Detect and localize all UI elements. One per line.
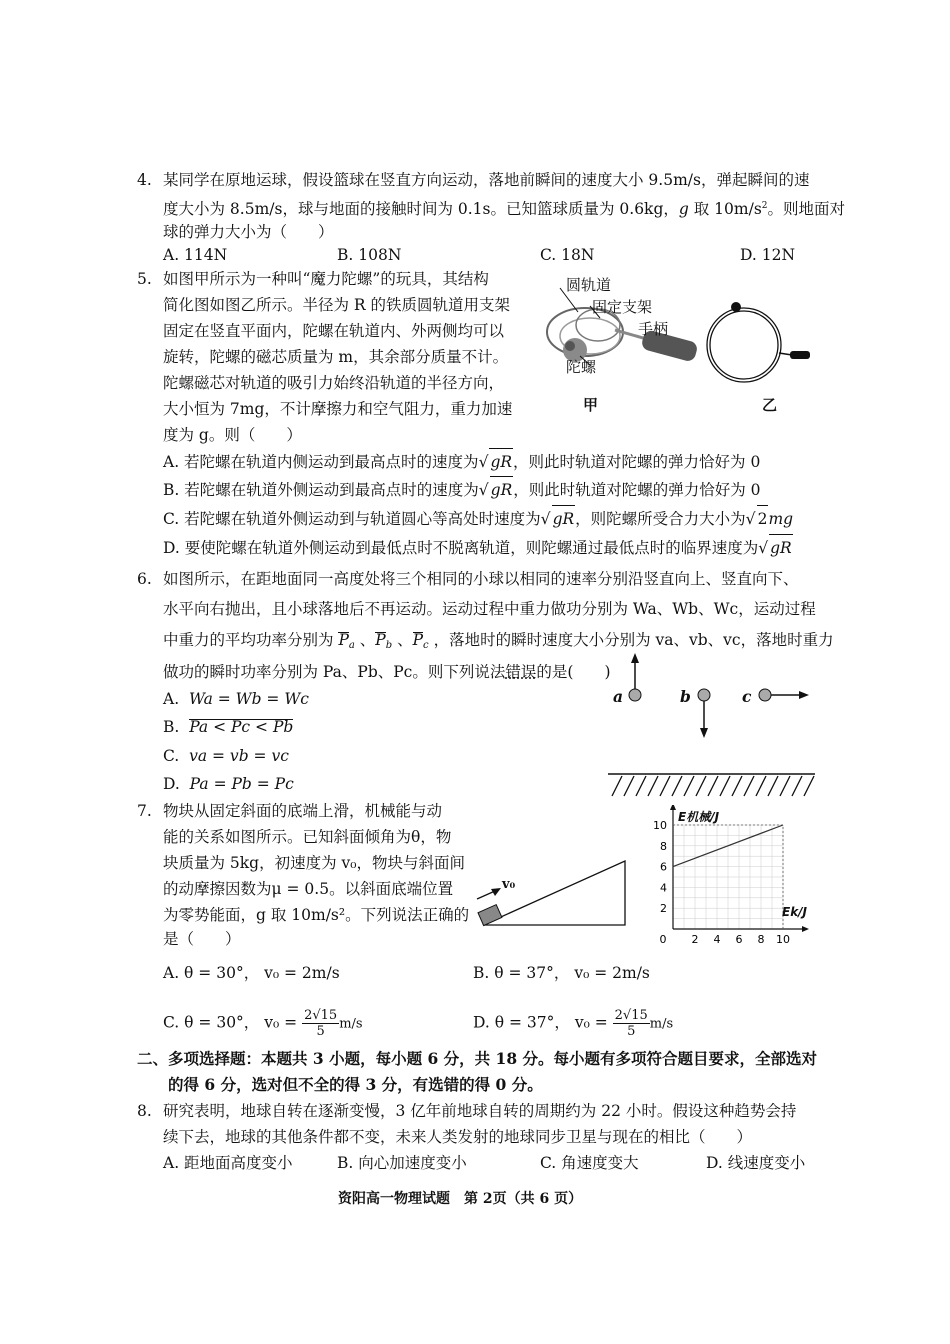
q5-label-top: 陀螺	[566, 358, 597, 376]
x-tick-label: 8	[757, 933, 765, 945]
q7-option-b: B. θ = 37°， v₀ = 2m/s	[473, 964, 650, 982]
q7-option-a: A. θ = 30°， v₀ = 2m/s	[163, 964, 340, 982]
q4-line-3: 球的弹力大小为（ ）	[163, 223, 334, 241]
q7-line-3: 块质量为 5kg，初速度为 v₀，物块与斜面间	[163, 854, 466, 872]
q4-line-2: 度大小为 8.5m/s，球与地面的接触时间为 0.1s。已知篮球质量为 0.6kg，g 取 $10m/s^2$。则地面对	[163, 200, 846, 218]
q7-chart	[645, 805, 820, 945]
q7-line-5: 为零势能面，g 取 10m/s²。下列说法正确的	[163, 906, 470, 924]
q5-line-2: 简化图如图乙所示。半径为 R 的铁质圆轨道用支架	[163, 296, 511, 314]
q8-line-1: 研究表明，地球自转在逐渐变慢，3 亿年前地球自转的周期约为 22 小时。假设这种趋势会持	[163, 1102, 797, 1120]
q6-line-1: 如图所示，在距地面同一高度处将三个相同的小球以相同的速率分别沿竖直向上、竖直向下、	[163, 570, 799, 588]
q5-line-7: 度为 g。则（ ）	[163, 426, 302, 444]
q7-line-1: 物块从固定斜面的底端上滑，机械能与动	[163, 802, 443, 820]
y-tick-label: 4	[660, 881, 667, 895]
q5-number: 5.	[137, 270, 152, 288]
q6-option-d: D. Pa = Pb = Pc	[163, 775, 294, 793]
q5-figure-yi	[700, 295, 820, 395]
q6-option-c: C. va = vb = vc	[163, 747, 289, 765]
q7-line-4: 的动摩擦因数为μ = 0.5。以斜面底端位置	[163, 880, 454, 898]
y-tick-label: 8	[660, 839, 667, 853]
q5-line-4: 旋转，陀螺的磁芯质量为 m，其余部分质量不计。	[163, 348, 509, 366]
q8-option-c: C. 角速度变大	[540, 1154, 639, 1172]
q6-figure	[600, 650, 825, 800]
section2-heading-line-1: 二、多项选择题：本题共 3 小题，每小题 6 分，共 18 分。每小题有多项符合题目要求，全部选对	[137, 1049, 818, 1068]
q7-v0-label: v₀	[502, 877, 516, 892]
q5-option-a: A. 若陀螺在轨道内侧运动到最高点时的速度为√ gR，则此时轨道对陀螺的弹力恰好为 0	[163, 448, 760, 475]
q8-option-b: B. 向心加速度变小	[337, 1154, 467, 1172]
y-tick-label: 10	[653, 819, 667, 832]
q6-fig-label-b: b	[680, 687, 691, 706]
q5-figure-jia	[530, 270, 705, 410]
q4-number: 4.	[137, 171, 152, 189]
q5-option-c: C. 若陀螺在轨道外侧运动到与轨道圆心等高处时速度为√ gR，则陀螺所受合力大小为√ 2mg	[163, 505, 793, 532]
q7-option-d: D. θ = 37°， v₀ = $\frac{2√15}{5}$ m/s	[473, 1008, 674, 1039]
x-tick-label: 4	[713, 933, 721, 945]
q5-label-circle-track: 圆轨道	[566, 276, 612, 294]
q5-option-b: B. 若陀螺在轨道外侧运动到最高点时的速度为√ gR，则此时轨道对陀螺的弹力恰好为 0	[163, 476, 761, 503]
q6-line-2: 水平向右抛出，且小球落地后不再运动。运动过程中重力做功分别为 Wa、Wb、Wc，运动过程	[163, 600, 816, 618]
q5-label-jia: 甲	[583, 396, 599, 414]
q5-line-3: 固定在竖直平面内，陀螺在轨道内、外两侧均可以	[163, 322, 505, 340]
y-tick-label: 2	[660, 902, 667, 916]
q7-chart-ylabel: E机械/J	[678, 810, 720, 824]
q4-option-b: B. 108N	[337, 246, 402, 264]
q5-line-5: 陀螺磁芯对轨道的吸引力始终沿轨道的半径方向，	[163, 374, 505, 392]
x-axis-arrow	[802, 926, 809, 932]
q4-option-a: A. 114N	[163, 246, 228, 264]
q5-label-support: 固定支架	[592, 298, 653, 316]
q8-number: 8.	[137, 1102, 152, 1120]
section2-heading-line-2: 的得 6 分，选对但不全的得 3 分，有选错的得 0 分。	[168, 1075, 543, 1094]
x-tick-label: 10	[776, 933, 790, 945]
q5-label-handle: 手柄	[638, 320, 669, 338]
q5-option-d: D. 要使陀螺在轨道外侧运动到最低点时不脱离轨道，则陀螺通过最低点时的临界速度为√ gR	[163, 534, 793, 561]
q6-fig-label-a: a	[613, 687, 624, 706]
q6-line-3: 中重力的平均功率分别为 $P_a$ 、$P_b$ 、$P_c$ ，落地时的瞬时速度大小分别为 va、vb、vc，落地时重力	[163, 631, 834, 651]
q6-number: 6.	[137, 570, 152, 588]
q8-option-d: D. 线速度变小	[706, 1154, 806, 1172]
page-footer: 资阳高一物理试题 第 2页（共 6 页）	[338, 1191, 583, 1207]
q7-line-2: 能的关系如图所示。已知斜面倾角为θ，物	[163, 828, 452, 846]
x-tick-label: 2	[691, 933, 699, 945]
q8-line-2: 续下去，地球的其他条件都不变，未来人类发射的地球同步卫星与现在的相比（ ）	[163, 1128, 753, 1146]
q7-incline-figure	[465, 855, 635, 930]
q7-option-c: C. θ = 30°， v₀ = $\frac{2√15}{5}$ m/s	[163, 1008, 363, 1039]
q5-label-yi: 乙	[762, 396, 778, 414]
q7-chart-xlabel: Ek/J	[782, 905, 808, 919]
q6-option-a: A. Wa = Wb = Wc	[163, 690, 309, 708]
q4-option-d: D. 12N	[740, 246, 796, 264]
q5-line-6: 大小恒为 7mg，不计摩擦力和空气阻力，重力加速	[163, 400, 513, 418]
q7-number: 7.	[137, 802, 152, 820]
q6-line-4: 做功的瞬时功率分别为 Pa、Pb、Pc。则下列说法错误的是( )	[163, 663, 611, 681]
q4-option-c: C. 18N	[540, 246, 595, 264]
q5-line-1: 如图甲所示为一种叫“魔力陀螺”的玩具，其结构	[163, 270, 489, 288]
q7-line-6: 是（ ）	[163, 930, 241, 948]
x-tick-label: 0	[659, 933, 667, 945]
x-tick-label: 6	[735, 933, 743, 945]
q8-option-a: A. 距地面高度变小	[163, 1154, 293, 1172]
q6-fig-label-c: c	[742, 687, 752, 706]
q4-line-1: 某同学在原地运球，假设篮球在竖直方向运动，落地前瞬间的速度大小 9.5m/s，弹起瞬间的速	[163, 171, 810, 189]
q6-option-b: B. Pa < Pc < Pb	[163, 718, 294, 736]
y-axis-arrow	[670, 805, 676, 810]
y-tick-label: 6	[660, 860, 667, 874]
